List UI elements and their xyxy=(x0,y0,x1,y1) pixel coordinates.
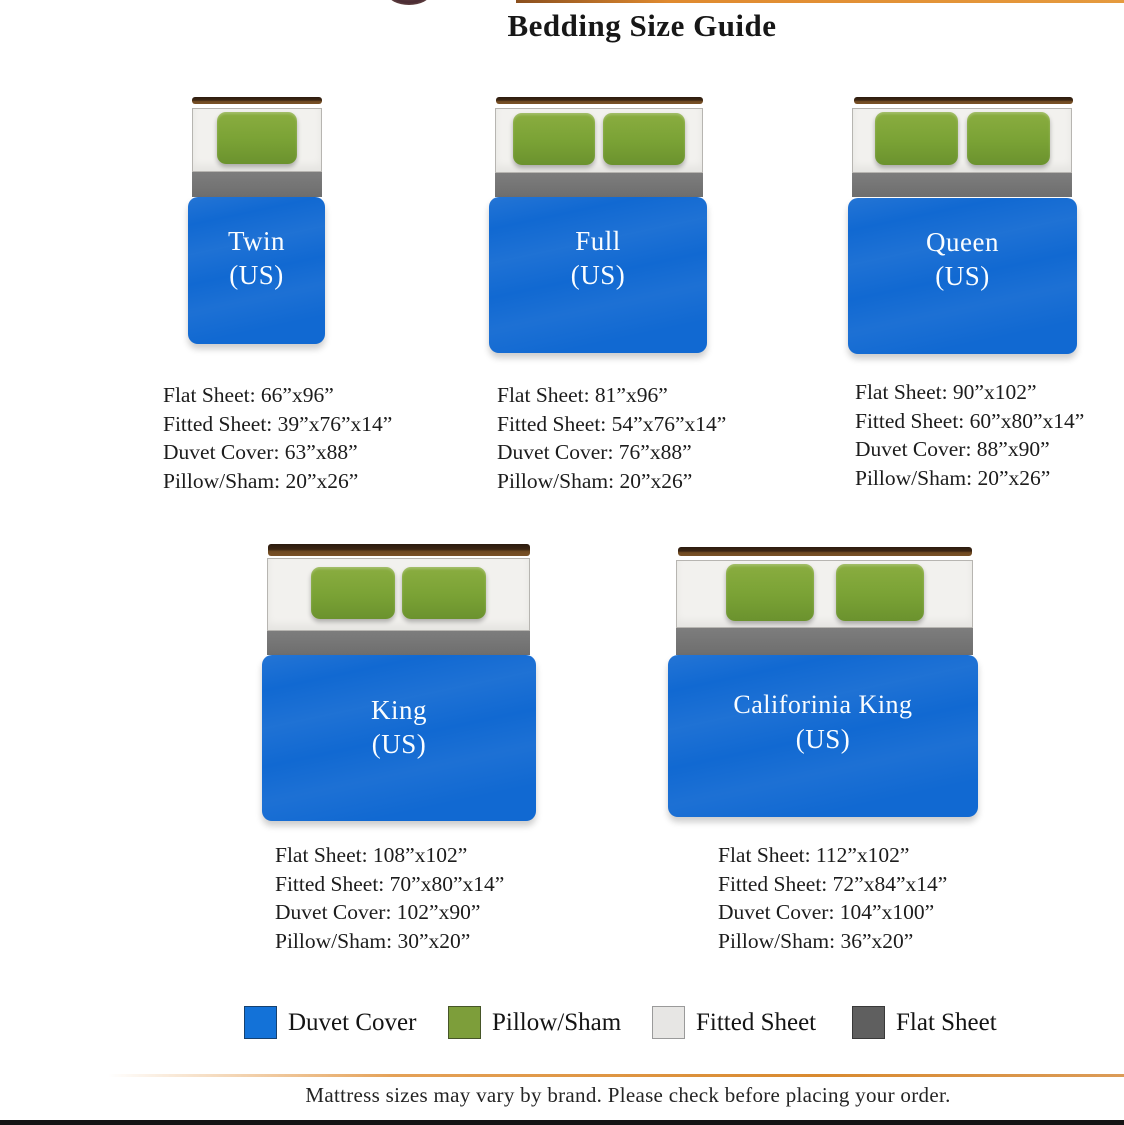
spec-fitted-sheet: Fitted Sheet: 60”x80”x14” xyxy=(855,408,1085,433)
pillow xyxy=(311,567,395,619)
bed-region: (US) xyxy=(795,724,851,754)
bed-size-name: Full xyxy=(575,226,621,256)
spec-duvet-cover: Duvet Cover: 76”x88” xyxy=(497,440,692,464)
fitted-sheet-area xyxy=(495,108,703,173)
pillow xyxy=(726,564,814,621)
spec-duvet-cover: Duvet Cover: 104”x100” xyxy=(718,900,935,924)
flat-sheet-band xyxy=(852,173,1072,197)
fitted-sheet-area xyxy=(852,108,1072,173)
legend-label: Duvet Cover xyxy=(288,1008,417,1036)
duvet-cover xyxy=(668,655,978,817)
legend-item-fitted-sheet xyxy=(652,1006,816,1039)
spec-flat-sheet: Flat Sheet: 90”x102” xyxy=(855,380,1037,404)
duvet-cover xyxy=(489,197,707,353)
legend-label: Flat Sheet xyxy=(896,1008,997,1036)
bed-region: (US) xyxy=(229,260,284,290)
pillow xyxy=(603,113,685,165)
spec-flat-sheet: Flat Sheet: 108”x102” xyxy=(275,843,468,867)
headboard xyxy=(854,97,1073,104)
spec-flat-sheet: Flat Sheet: 81”x96” xyxy=(497,383,668,407)
pillow xyxy=(513,113,595,165)
spec-flat-sheet: Flat Sheet: 66”x96” xyxy=(163,383,334,407)
spec-duvet-cover: Duvet Cover: 102”x90” xyxy=(275,900,481,924)
bed-region: (US) xyxy=(371,729,427,759)
pillow xyxy=(217,112,297,164)
spec-duvet-cover: Duvet Cover: 63”x88” xyxy=(163,440,358,464)
headboard xyxy=(678,547,972,556)
bed-size-name: Twin xyxy=(227,226,286,256)
bed-diagram-queen xyxy=(848,97,1077,354)
bed-size-name: Queen xyxy=(926,227,999,257)
bed-diagram-twin xyxy=(188,97,325,345)
bed-diagram-king xyxy=(262,544,536,822)
spec-pillow-sham: Pillow/Sham: 20”x26” xyxy=(497,468,693,493)
spec-pillow-sham: Pillow/Sham: 30”x20” xyxy=(275,928,471,953)
pillow-sham-swatch xyxy=(448,1006,481,1039)
specs-king xyxy=(275,841,504,955)
specs-twin xyxy=(163,381,392,495)
spec-fitted-sheet: Fitted Sheet: 70”x80”x14” xyxy=(275,871,505,896)
bed-size-name: Califorinia King xyxy=(733,690,913,719)
legend-item-duvet-cover xyxy=(244,1006,416,1039)
footer-note: Mattress sizes may vary by brand. Please check before placing your order. xyxy=(305,1083,951,1107)
spec-flat-sheet: Flat Sheet: 112”x102” xyxy=(718,843,910,867)
headboard xyxy=(192,97,322,104)
bed-region: (US) xyxy=(935,261,990,291)
duvet-cover xyxy=(262,655,536,821)
bed-diagram-full xyxy=(489,97,707,353)
flat-sheet-band xyxy=(676,628,973,655)
pillow xyxy=(402,567,486,619)
fitted-sheet-area xyxy=(267,558,530,631)
fitted-sheet-area xyxy=(192,108,322,172)
spec-fitted-sheet: Fitted Sheet: 54”x76”x14” xyxy=(497,411,727,436)
bed-size-name: King xyxy=(371,695,427,725)
flat-sheet-swatch xyxy=(852,1006,885,1039)
duvet-cover xyxy=(848,198,1077,354)
spec-fitted-sheet: Fitted Sheet: 72”x84”x14” xyxy=(718,871,948,896)
duvet-cover-swatch xyxy=(244,1006,277,1039)
specs-california-king xyxy=(718,841,947,955)
legend-item-flat-sheet xyxy=(852,1006,997,1039)
headboard xyxy=(496,97,703,104)
spec-fitted-sheet: Fitted Sheet: 39”x76”x14” xyxy=(163,411,393,436)
page-title: Bedding Size Guide xyxy=(507,8,777,43)
legend-label: Fitted Sheet xyxy=(696,1008,817,1036)
bed-region: (US) xyxy=(570,260,626,290)
logo-partial xyxy=(388,0,430,5)
duvet-cover xyxy=(188,197,325,344)
flat-sheet-band xyxy=(495,173,703,197)
specs-queen xyxy=(855,378,1084,492)
spec-pillow-sham: Pillow/Sham: 36”x20” xyxy=(718,928,914,953)
top-accent-line xyxy=(516,0,1124,3)
pillow xyxy=(875,112,958,165)
specs-full xyxy=(497,381,726,495)
legend-label: Pillow/Sham xyxy=(492,1008,622,1036)
spec-pillow-sham: Pillow/Sham: 20”x26” xyxy=(855,465,1051,490)
footer-accent-line xyxy=(108,1074,1124,1077)
pillow xyxy=(967,112,1050,165)
flat-sheet-band xyxy=(192,172,322,197)
pillow xyxy=(836,564,924,621)
headboard xyxy=(268,544,530,556)
spec-pillow-sham: Pillow/Sham: 20”x26” xyxy=(163,468,359,493)
bottom-border-bar xyxy=(0,1120,1124,1125)
spec-duvet-cover: Duvet Cover: 88”x90” xyxy=(855,437,1050,461)
fitted-sheet-area xyxy=(676,560,973,628)
flat-sheet-band xyxy=(267,631,530,655)
fitted-sheet-swatch xyxy=(652,1006,685,1039)
bed-diagram-california-king xyxy=(668,547,978,818)
legend-item-pillow-sham xyxy=(448,1006,621,1039)
